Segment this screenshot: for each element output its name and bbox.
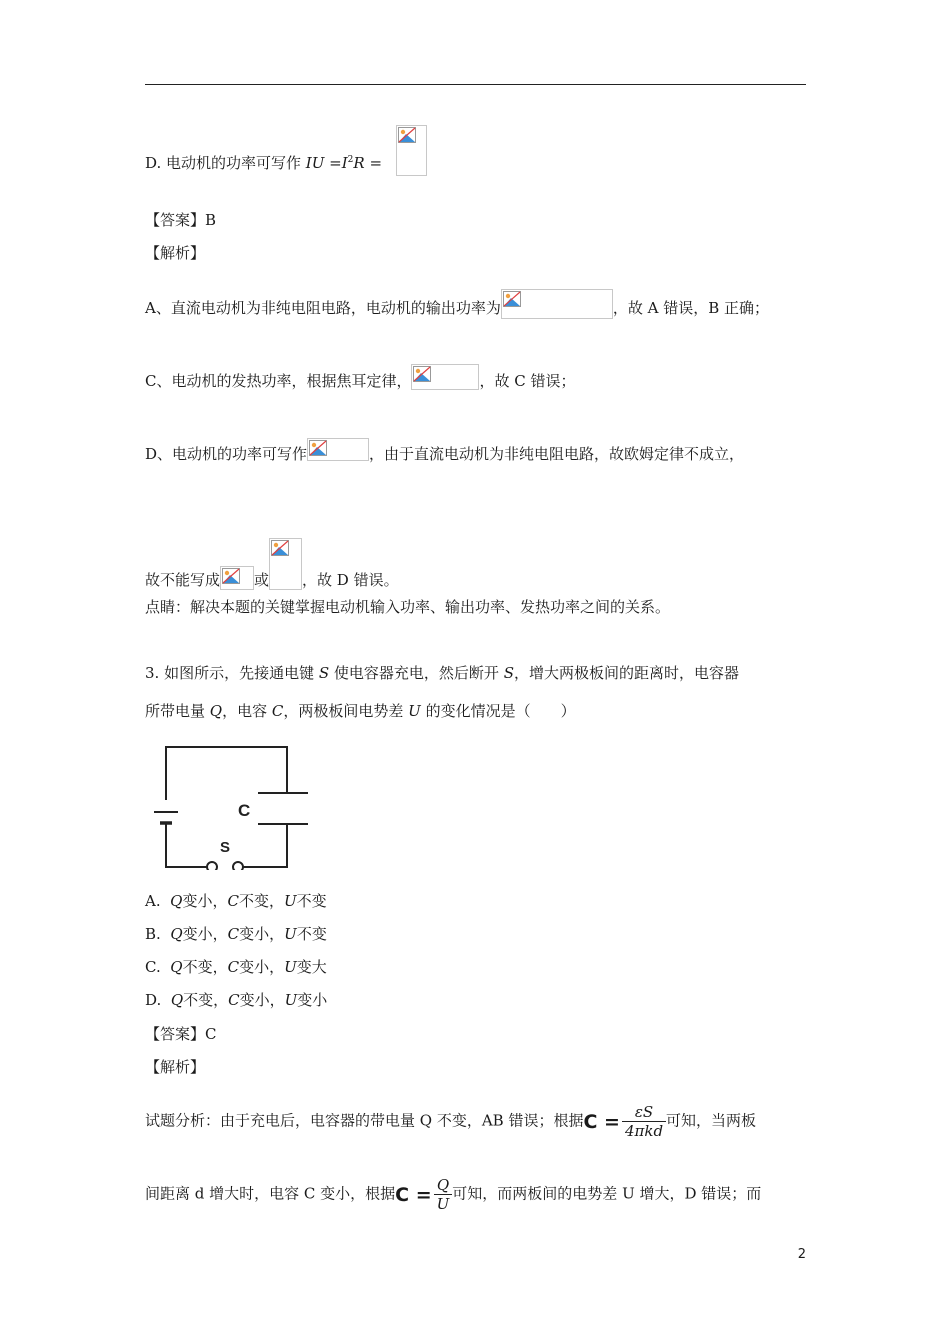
answer-label: 【答案】	[145, 1025, 206, 1043]
q2-analysis-d	[145, 438, 744, 464]
option-var: Q	[170, 958, 183, 976]
analysis-text: 可知，而两板间的电势差 U 增大，D 错误；而	[452, 1184, 762, 1203]
option-var: U	[284, 958, 297, 976]
circuit-diagram	[150, 740, 320, 870]
q3-option-b	[145, 924, 327, 944]
formula-denominator: 4πkd	[624, 1122, 664, 1140]
formula-sup: 2	[347, 155, 354, 165]
option-var: U	[283, 892, 297, 910]
option-letter: C.	[145, 958, 161, 976]
stem-text: ，增大两极板间的距离时，电容器	[513, 664, 739, 682]
option-var: Q	[170, 925, 183, 943]
option-var: C	[227, 958, 240, 976]
formula-iu: IU	[305, 154, 325, 172]
switch-label: S	[220, 839, 231, 856]
analysis-e-text: 故不能写成	[145, 571, 221, 589]
q2-analysis-c	[145, 364, 576, 391]
q3-option-c	[145, 957, 327, 977]
option-text: 变小，	[239, 958, 285, 976]
broken-image-icon	[220, 566, 254, 590]
q2-comment: 点睛：解决本题的关键掌握电动机输入功率、输出功率、发热功率之间的关系。	[145, 598, 671, 616]
stem-text: 所带电量	[145, 702, 210, 720]
analysis-text: 间距离 d 增大时，电容 C 变小，根据	[145, 1184, 396, 1203]
option-letter: D.	[145, 991, 162, 1009]
stem-var-c: C	[271, 702, 284, 720]
analysis-e-or: 或	[254, 571, 270, 589]
formula-eq2: =	[364, 154, 383, 172]
formula-fraction-eps	[622, 1103, 666, 1140]
formula-fraction-qu	[434, 1176, 453, 1213]
option-var: Q	[170, 892, 183, 910]
formula-c-lhs: C =	[395, 1183, 432, 1206]
stem-text: 的变化情况是（ ）	[420, 702, 576, 720]
option-text: 变大	[296, 958, 327, 976]
option-text: 不变	[296, 925, 327, 943]
formula-i: I	[341, 154, 348, 172]
q2-analysis-label: 【解析】	[145, 244, 206, 262]
analysis-a-text: A、直流电动机为非纯电阻电路，电动机的输出功率为	[145, 299, 501, 317]
option-text: 不变，	[238, 892, 284, 910]
stem-text: ，电容	[222, 702, 272, 720]
stem-var-u: U	[408, 702, 421, 720]
q2-analysis-a	[145, 289, 769, 319]
circuit-wire-bottom	[166, 823, 207, 867]
answer-value: B	[205, 211, 217, 229]
broken-image-icon	[411, 364, 479, 390]
broken-image-icon	[501, 289, 613, 319]
option-text: 变小，	[239, 925, 285, 943]
option-text: 变小，	[182, 892, 228, 910]
q3-analysis-line2	[145, 1176, 761, 1213]
option-var: C	[227, 892, 239, 910]
stem-var-s: S	[318, 664, 330, 682]
q2-answer	[145, 210, 216, 230]
page-number: 2	[797, 1247, 806, 1262]
stem-var-s: S	[503, 664, 514, 682]
stem-text: ，两极板间电势差	[283, 702, 409, 720]
option-text: 变小，	[182, 925, 228, 943]
q2-option-d-text: D. 电动机的功率可写作	[145, 154, 306, 172]
option-text: 不变，	[182, 958, 228, 976]
option-text: 变小，	[239, 991, 285, 1009]
capacitor-label: C	[238, 801, 251, 820]
switch-contact-left	[207, 862, 217, 870]
q3-option-a	[145, 891, 327, 911]
q3-stem-line2	[145, 701, 576, 721]
option-var: Q	[170, 991, 184, 1009]
broken-image-icon	[396, 125, 427, 176]
analysis-c-tail: ，故 C 错误；	[479, 372, 576, 390]
q3-stem-line1	[145, 663, 739, 683]
answer-label: 【答案】	[145, 211, 206, 229]
answer-value: C	[205, 1025, 217, 1043]
option-var: C	[228, 991, 240, 1009]
analysis-e-tail: ，故 D 错误。	[302, 571, 399, 589]
q3-analysis-label: 【解析】	[145, 1058, 206, 1076]
option-text: 不变	[296, 892, 327, 910]
q2-option-d	[145, 150, 382, 173]
option-var: U	[284, 925, 297, 943]
option-text: 不变，	[183, 991, 229, 1009]
analysis-a-tail: ，故 A 错误，B 正确；	[612, 299, 770, 317]
formula-numerator: εS	[622, 1103, 666, 1122]
formula-eq: =	[324, 154, 342, 172]
broken-image-icon	[269, 538, 302, 590]
formula-numerator: Q	[434, 1176, 453, 1195]
analysis-c-text: C、电动机的发热功率，根据焦耳定律，	[145, 372, 412, 390]
stem-var-q: Q	[209, 702, 223, 720]
circuit-wire-right	[243, 824, 287, 867]
q3-analysis-line1	[145, 1103, 756, 1140]
option-text: 变小	[297, 991, 328, 1009]
analysis-text: 可知，当两板	[666, 1111, 757, 1130]
option-var: U	[284, 991, 298, 1009]
formula-r: R	[353, 154, 365, 172]
analysis-text: 试题分析：由于充电后，电容器的带电量 Q 不变，AB 错误；根据	[145, 1111, 584, 1130]
q2-analysis-e	[145, 538, 399, 590]
stem-text: 3. 如图所示，先接通电键	[145, 664, 319, 682]
q3-answer	[145, 1024, 217, 1044]
analysis-d-tail: ，由于直流电动机为非纯电阻电路，故欧姆定律不成立，	[369, 445, 745, 463]
formula-c-lhs: C =	[583, 1110, 620, 1133]
formula-denominator: U	[436, 1195, 450, 1213]
option-letter: A.	[145, 892, 161, 910]
header-rule	[145, 84, 806, 85]
q3-option-d	[145, 990, 327, 1010]
broken-image-icon	[307, 438, 369, 461]
switch-contact-right	[233, 862, 243, 870]
stem-text: 使电容器充电，然后断开	[329, 664, 504, 682]
option-var: C	[227, 925, 240, 943]
option-letter: B.	[145, 925, 161, 943]
analysis-d-text: D、电动机的功率可写作	[145, 445, 308, 463]
